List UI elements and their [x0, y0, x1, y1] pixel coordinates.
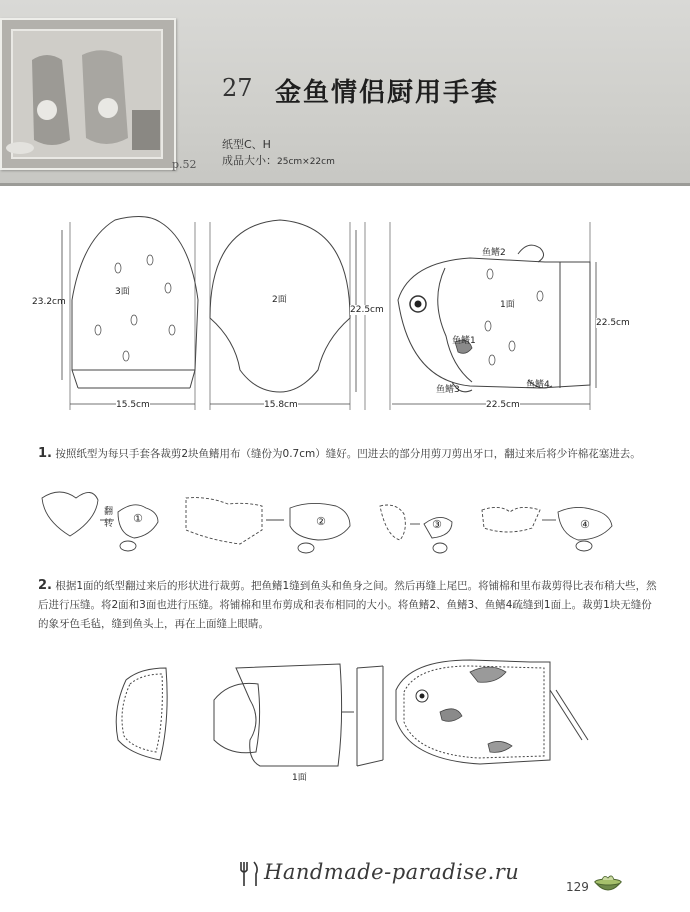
circle-4: ④ — [580, 518, 590, 531]
piece3-outline — [72, 216, 198, 370]
piece2-label: 2面 — [272, 295, 287, 305]
pattern-info: 纸型C、H — [222, 138, 271, 151]
page-number: 129 — [566, 880, 589, 894]
piece2-outline — [210, 220, 350, 392]
piece1-label: 1面 — [500, 300, 515, 310]
piece2-width: 15.8cm — [264, 400, 298, 410]
size-value: 25cm×22cm — [277, 157, 335, 167]
fin2-label: 鱼鳍2 — [482, 248, 506, 258]
piece3-width: 15.5cm — [116, 400, 150, 410]
step1-diagrams — [42, 492, 612, 553]
step2-text: 根据1面的纸型翻过来后的形状进行裁剪。把鱼鳍1缝到鱼头和鱼身之间。然后再缝上尾巴。将铺棉和里布裁剪得比表布稍大些，然后进行压缝。将2面和3面也进行压缝。将铺棉和里布剪成和表布相同的大小。将鱼鳍2、鱼鳍3、鱼鳍4疏缝到1面上。裁剪1块无缝份的象牙色毛毡，缝到鱼头上，再在上面缝上眼睛。 — [38, 580, 657, 630]
step2-number: 2. — [38, 578, 52, 593]
page-title: 金鱼情侣厨用手套 — [275, 78, 500, 108]
step1-text: 按照纸型为每只手套各裁剪2块鱼鳍用布（缝份为0.7cm）缝好。凹进去的部分用剪刀剪出牙口，翻过来后将少许棉花塞进去。 — [55, 448, 641, 460]
piece1-width: 22.5cm — [486, 400, 520, 410]
project-number: 27 — [222, 74, 253, 102]
piece1-outline — [398, 258, 590, 388]
fin1-label: 鱼鳍1 — [452, 336, 476, 346]
fin3-label: 鱼鳍3 — [436, 385, 460, 395]
piece2-height: 22.5cm — [350, 305, 384, 315]
size-label: 成品大小： — [222, 154, 277, 167]
piece3-label: 3面 — [115, 287, 130, 297]
piece1-height: 22.5cm — [596, 318, 630, 328]
circle-1: ① — [133, 512, 143, 525]
fork-knife-icon — [238, 860, 262, 888]
step2-figure-label: 1面 — [292, 773, 307, 783]
step2 — [38, 576, 658, 634]
circle-3: ③ — [432, 518, 442, 531]
fin4-label: 鱼鳍4 — [526, 380, 550, 390]
step1-number: 1. — [38, 446, 52, 461]
piece3-height: 23.2cm — [32, 297, 66, 307]
flip-label-2: 转 — [104, 519, 114, 529]
watermark: Handmade-paradise.ru — [264, 860, 520, 884]
circle-2: ② — [316, 515, 326, 528]
page-reference: p.52 — [172, 158, 197, 171]
step2-diagrams — [116, 660, 588, 766]
flip-label-1: 翻 — [104, 507, 114, 517]
step1 — [38, 444, 658, 464]
bowl-icon — [592, 872, 624, 896]
fin2-outline — [518, 245, 544, 262]
